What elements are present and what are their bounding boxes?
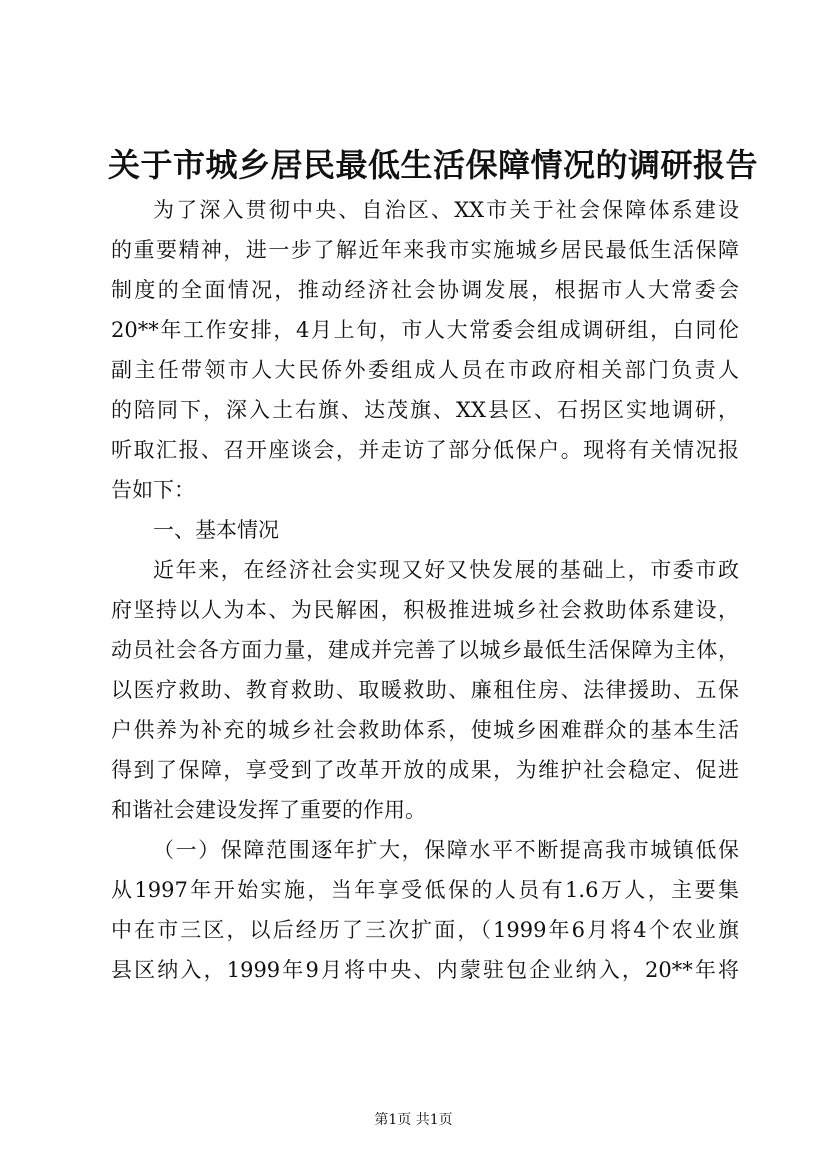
paragraph-line: 告如下： [111, 478, 195, 502]
paragraph-line: 的陪同下，深入土右旗、达茂旗、XX县区、石拐区实地调研， [111, 398, 739, 422]
page-number-footer: 第1页 共1页 [374, 1112, 453, 1128]
paragraph-line: 中在市三区，以后经历了三次扩面，（1999年6月将4个农业旗 [111, 918, 739, 942]
paragraph-line: 近年来，在经济社会实现又好又快发展的基础上，市委市政 [153, 558, 739, 582]
paragraph-line: 副主任带领市人大民侨外委组成人员在市政府相关部门负责人 [111, 358, 739, 382]
paragraph-line: 县区纳入，1999年9月将中央、内蒙驻包企业纳入，20**年将 [111, 958, 739, 982]
paragraph-line: 得到了保障，享受到了改革开放的成果，为维护社会稳定、促进 [111, 758, 739, 782]
paragraph-line: 以医疗救助、教育救助、取暖救助、廉租住房、法律援助、五保 [111, 678, 739, 702]
paragraph-line: 和谐社会建设发挥了重要的作用。 [111, 798, 426, 822]
paragraph-line: 听取汇报、召开座谈会，并走访了部分低保户。现将有关情况报 [111, 438, 739, 462]
paragraph-line: 制度的全面情况，推动经济社会协调发展，根据市人大常委会 [111, 278, 739, 302]
paragraph-line: 的重要精神，进一步了解近年来我市实施城乡居民最低生活保障 [111, 238, 739, 262]
section-heading: 一、基本情况 [153, 518, 279, 542]
paragraph-line: （一）保障范围逐年扩大，保障水平不断提高我市城镇低保 [153, 838, 739, 862]
paragraph-line: 动员社会各方面力量，建成并完善了以城乡最低生活保障为主体， [111, 638, 739, 662]
document-body [111, 190, 739, 990]
paragraph-line: 为了深入贯彻中央、自治区、XX市关于社会保障体系建设 [153, 198, 739, 222]
paragraph-line: 从1997年开始实施，当年享受低保的人员有1.6万人，主要集 [111, 878, 739, 902]
paragraph-line: 户供养为补充的城乡社会救助体系，使城乡困难群众的基本生活 [111, 718, 739, 742]
paragraph-line: 府坚持以人为本、为民解困，积极推进城乡社会救助体系建设， [111, 598, 739, 622]
paragraph-line: 20**年工作安排，4月上旬，市人大常委会组成调研组，白同伦 [111, 318, 739, 342]
document-title: 关于市城乡居民最低生活保障情况的调研报告 [108, 146, 759, 184]
